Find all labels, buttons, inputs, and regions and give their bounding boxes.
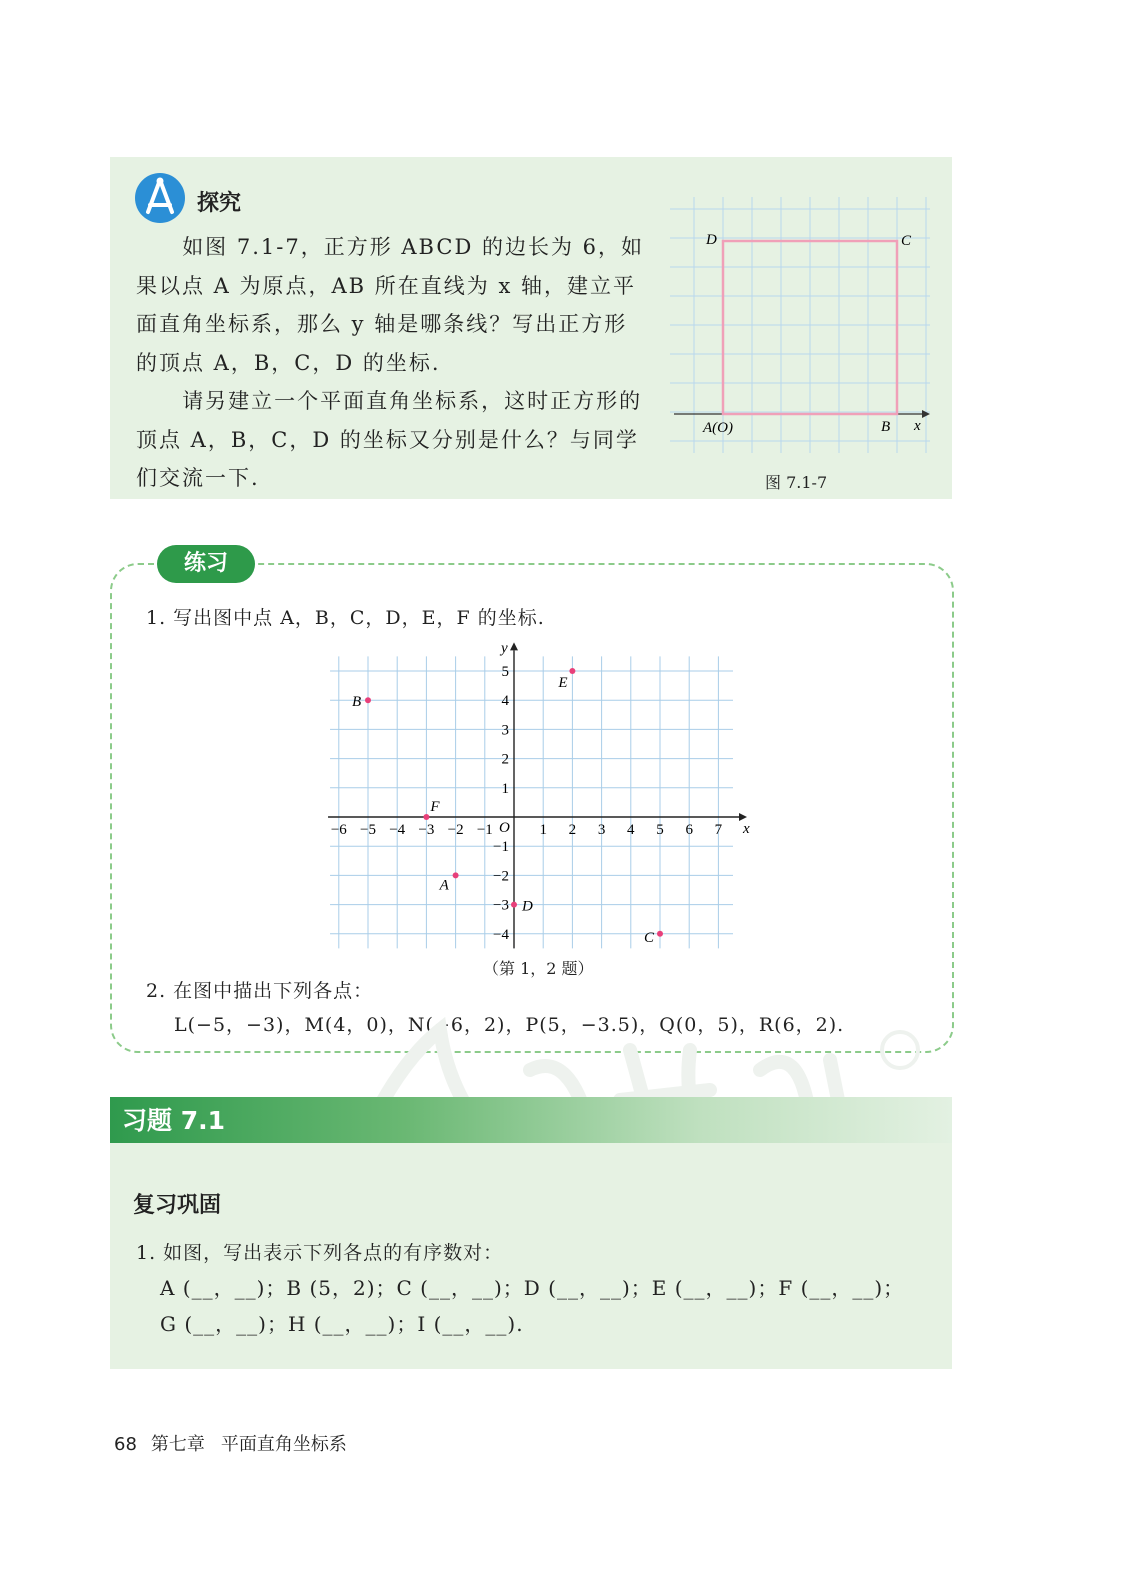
exercise-question-1: 1. 如图，写出表示下列各点的有序数对： — [136, 1242, 504, 1264]
y-tick-label: 3 — [501, 722, 509, 739]
practice-question-1: 1. 写出图中点 A，B，C，D，E，F 的坐标. — [146, 607, 545, 629]
x-tick-label: 3 — [597, 822, 606, 838]
data-point — [453, 872, 459, 878]
exercise-line-2: G (__，__)；H (__，__)；I (__，__). — [160, 1312, 524, 1336]
x-axis-label: x — [914, 418, 921, 434]
chapter-title: 平面直角坐标系 — [220, 1434, 347, 1455]
vertex-a-label: A(O) — [703, 420, 733, 436]
point-label: D — [522, 898, 533, 915]
x-tick-label: −4 — [389, 822, 406, 838]
y-tick-label: 2 — [501, 751, 509, 768]
x-tick-label: 2 — [568, 822, 577, 838]
figure-7-1-7 — [668, 195, 936, 460]
x-tick-label: 6 — [685, 822, 693, 838]
x-tick-label: 4 — [627, 822, 635, 838]
exercise-title: 习题 7.1 — [122, 1106, 225, 1135]
x-tick-label: −6 — [330, 822, 347, 838]
point-label: F — [430, 799, 440, 815]
exercise-line-1: A (__，__)；B (5，2)；C (__，__)；D (__，__)；E (__，__)；F (__，__)； — [160, 1276, 905, 1300]
data-point — [365, 697, 371, 703]
x-tick-label: −1 — [476, 822, 493, 838]
vertex-d-label: D — [706, 232, 717, 248]
data-point — [511, 902, 517, 908]
explore-title: 探究 — [197, 191, 242, 216]
data-point — [657, 931, 663, 937]
y-tick-label: 4 — [501, 693, 509, 710]
vertex-c-label: C — [901, 233, 912, 249]
practice-question-2-points: L(−5，−3)，M(4，0)，N(−6，2)，P(5，−3.5)，Q(0，5)，R(6，2). — [174, 1014, 845, 1036]
explore-paragraph-2: 请另建立一个平面直角坐标系，这时正方形的顶点 A，B，C，D 的坐标又分别是什么？与同学们交流一下. — [136, 389, 643, 490]
point-label: A — [439, 877, 449, 894]
x-axis-label: x — [743, 821, 750, 837]
exercise-header-bar — [110, 1097, 952, 1143]
x-tick-label: −2 — [447, 822, 464, 838]
chapter-label: 第七章 — [150, 1434, 205, 1455]
point-label: C — [644, 929, 655, 946]
compass-icon — [134, 172, 186, 224]
y-axis-arrow — [510, 642, 518, 650]
y-tick-label: −1 — [493, 839, 509, 856]
page-number: 68 — [114, 1434, 137, 1455]
coordinate-plot — [322, 640, 752, 958]
explore-paragraph-1: 如图 7.1-7，正方形 ABCD 的边长为 6，如果以点 A 为原点，AB 所在直线为 x 轴，建立平面直角坐标系，那么 y 轴是哪条线？写出正方形的顶点 A，B，C，D 的坐标. — [136, 235, 644, 375]
x-tick-label: 7 — [714, 822, 723, 838]
x-axis-arrow — [739, 813, 747, 821]
review-section-title: 复习巩固 — [133, 1193, 222, 1218]
figure-caption: 图 7.1-7 — [765, 473, 828, 492]
y-axis-label: y — [501, 640, 508, 657]
plot-caption: （第 1，2 题） — [483, 959, 594, 978]
origin-label: O — [499, 820, 510, 836]
data-point — [423, 814, 429, 820]
data-point — [569, 668, 575, 674]
explore-text — [136, 228, 646, 498]
vertex-b-label: B — [881, 419, 891, 435]
practice-label: 练习 — [157, 545, 255, 583]
x-tick-label: 1 — [539, 822, 547, 838]
y-tick-label: 5 — [501, 664, 509, 680]
practice-question-2: 2. 在图中描出下列各点： — [146, 980, 374, 1002]
y-tick-label: −2 — [493, 868, 509, 885]
y-tick-label: 1 — [501, 780, 509, 797]
x-tick-label: −5 — [360, 822, 376, 838]
page-footer — [114, 1430, 347, 1456]
y-tick-label: −4 — [493, 926, 509, 943]
x-tick-label: −3 — [418, 822, 435, 838]
point-label: E — [558, 675, 568, 691]
x-tick-label: 5 — [656, 822, 664, 838]
y-tick-label: −3 — [493, 897, 509, 914]
point-label: B — [352, 694, 362, 711]
